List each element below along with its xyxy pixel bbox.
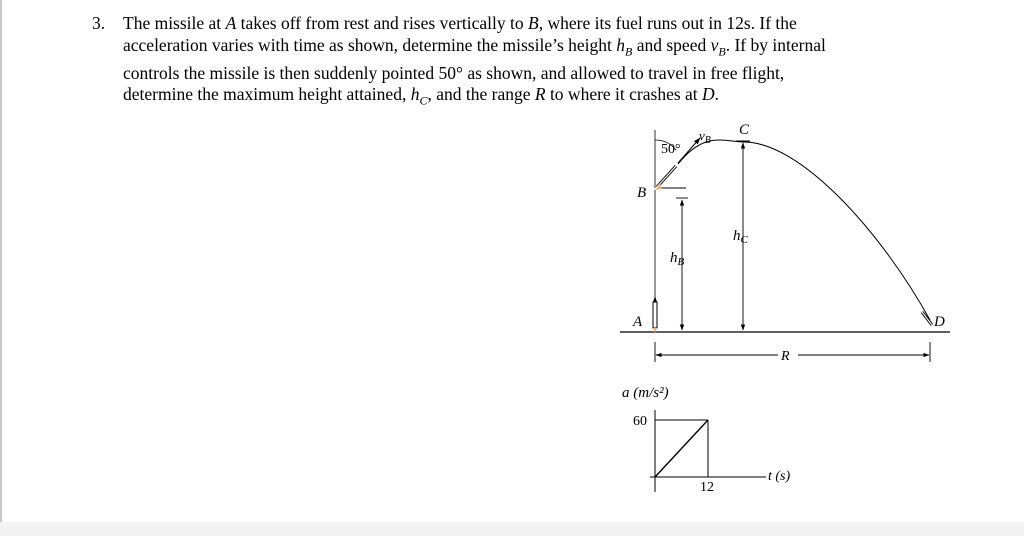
problem-text-run: The missile at: [123, 13, 226, 33]
point-a-label: A: [633, 314, 643, 330]
problem-variable: B: [528, 13, 539, 33]
problem-variable: v: [710, 34, 719, 55]
acceleration-time-graph: [622, 385, 791, 495]
problem-text-run: , where its fuel runs out in 12s. If the: [538, 13, 797, 33]
problem-variable-subscript: B: [625, 44, 633, 58]
point-d-label: D: [934, 314, 945, 330]
graph-x-label: t (s): [768, 469, 791, 484]
problem-variable: h: [616, 34, 626, 55]
missile-at-a: [653, 296, 657, 333]
problem-text-run: .: [714, 84, 720, 104]
angle-label: 50°: [661, 142, 681, 157]
graph-y-value: 60: [633, 414, 647, 429]
problem-text-run: controls the missile is then suddenly pointed 50° as shown, and allowed to travel in free flight,: [123, 62, 785, 83]
problem-number: 3.: [92, 13, 106, 33]
problem-text-run: acceleration varies with time as shown, determine the missile’s height: [123, 34, 617, 55]
problem-variable: D: [702, 84, 715, 104]
point-b-label: B: [637, 185, 647, 201]
problem-text-run: determine the maximum height attained,: [123, 84, 411, 104]
problem-variable: h: [410, 84, 420, 104]
problem-variable: A: [225, 13, 237, 33]
problem-variable: R: [534, 84, 546, 104]
problem-variable-subscript: B: [718, 44, 726, 58]
range-label: R: [781, 349, 790, 364]
graph-x-value: 12: [700, 480, 714, 495]
vb-label: $v_B$: [699, 128, 711, 146]
hb-label: $h_B$: [670, 250, 685, 268]
problem-text-run: . If by internal: [725, 34, 826, 55]
problem-text-run: takes off from rest and rises vertically to: [236, 13, 529, 33]
vb-arrow: [678, 138, 700, 163]
problem-text-run: to where it crashes at: [545, 84, 703, 104]
page-bottom-band: [0, 522, 1024, 536]
graph-y-label: a (m/s²): [622, 385, 669, 401]
graph-acceleration-line: [655, 420, 708, 477]
problem-text-run: , and the range: [427, 84, 535, 104]
trajectory-curve: [678, 140, 930, 320]
problem-text-run: and speed: [632, 34, 711, 55]
hc-label: $h_C$: [733, 228, 748, 246]
problem-variable-subscript: C: [419, 93, 428, 108]
missile-at-b: [655, 166, 676, 190]
point-c-label: C: [739, 122, 750, 138]
